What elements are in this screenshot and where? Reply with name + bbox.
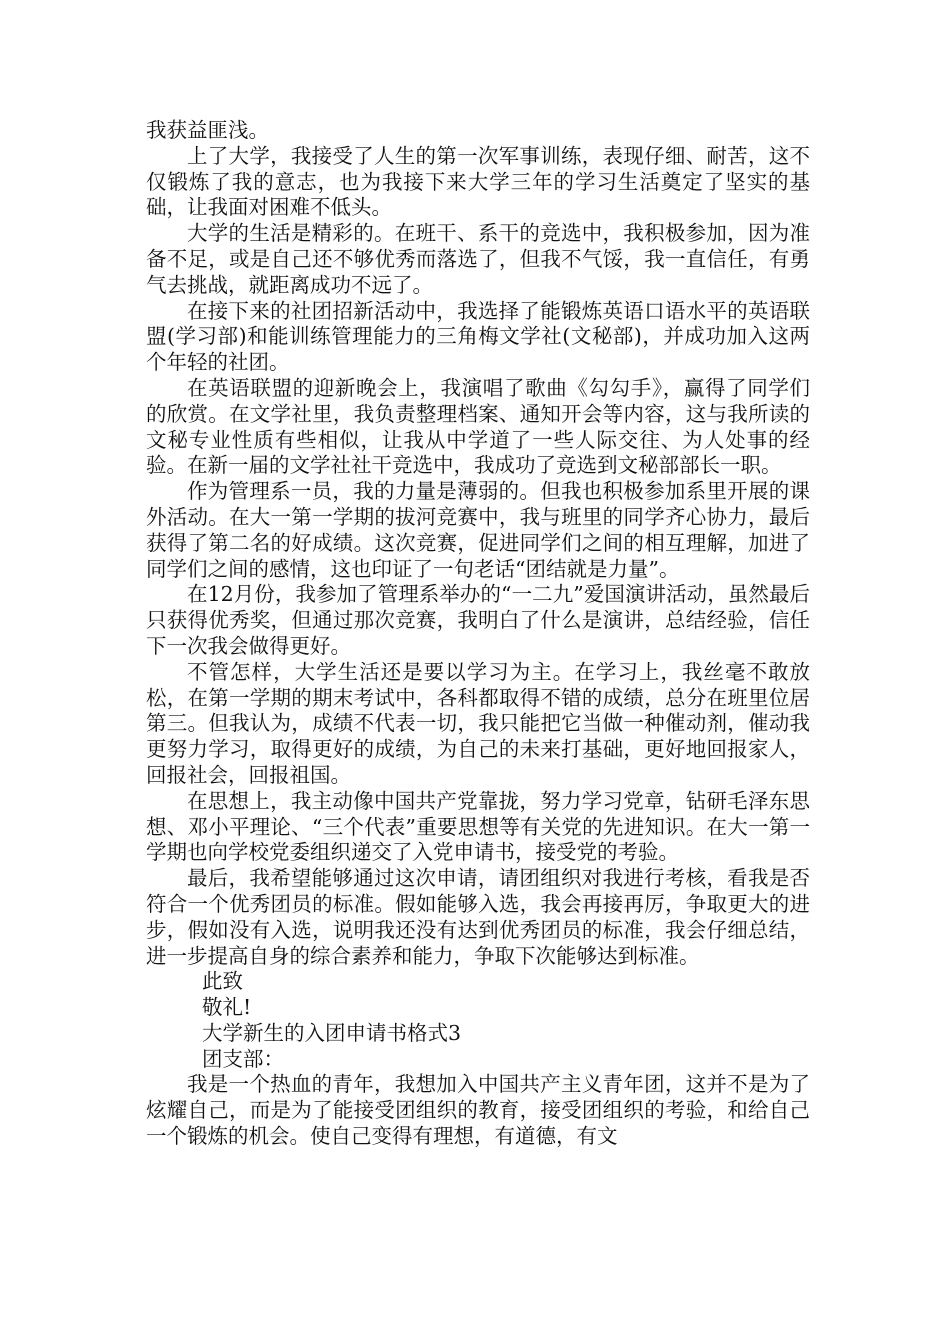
paragraph-speech-contest: 在12月份，我参加了管理系举办的“一二九”爱国演讲活动，虽然最后只获得优秀奖，但通过那次竞赛，我明白了什么是演讲，总结经验，信任下一次我会做得更好。 <box>146 582 810 658</box>
paragraph-final: 我是一个热血的青年，我想加入中国共产主义青年团，这并不是为了炫耀自己，而是为了能接受团组织的教育，接受团组织的考验，和给自己一个锻炼的机会。使自己变得有理想，有道德，有文 <box>146 1072 810 1149</box>
salute-line: 敬礼! <box>202 995 252 1020</box>
paragraph-military-training: 上了大学，我接受了人生的第一次军事训练，表现仔细、耐苦，这不仅锻炼了我的意志，也为我接下来大学三年的学习生活奠定了坚实的基础，让我面对困难不低头。 <box>146 143 810 220</box>
closing-line: 此致 <box>202 969 243 994</box>
paragraph-continued: 我获益匪浅。 <box>146 118 269 142</box>
paragraph-club-recruitment: 在接下来的社团招新活动中，我选择了能锻炼英语口语水平的英语联盟(学习部)和能训练管理能力的三角梅文学社(文秘部)，并成功加入这两个年轻的社团。 <box>146 298 810 375</box>
document-page <box>146 118 810 1150</box>
addressee-line: 团支部： <box>202 1046 284 1071</box>
section-title: 大学新生的入团申请书格式3 <box>202 1020 462 1045</box>
paragraph-college-life: 大学的生活是精彩的。在班干、系干的竞选中，我积极参加，因为准备不足，或是自己还不够优秀而落选了，但我不气馁，我一直信任，有勇气去挑战，就距离成功不远了。 <box>146 221 810 297</box>
paragraph-conclusion: 最后，我希望能够通过这次申请，请团组织对我进行考核，看我是否符合一个优秀团员的标准。假如能够入选，我会再接再厉，争取更大的进步，假如没有入选，说明我还没有达到优秀团员的标准，我会仔细总结，进一步提高自身的综合素养和能力，争取下次能够达到标准。 <box>146 866 810 968</box>
paragraph-study: 不管怎样，大学生活还是要以学习为主。在学习上，我丝毫不敢放松，在第一学期的期末考试中，各科都取得不错的成绩，总分在班里位居第三。但我认为，成绩不代表一切，我只能把它当做一种催动剂，催动我更努力学习，取得更好的成绩，为自己的未来打基础，更好地回报家人，回报社会，回报祖国。 <box>146 659 810 787</box>
paragraph-ideology: 在思想上，我主动像中国共产党靠拢，努力学习党章，钻研毛泽东思想、邓小平理论、“三个代表”重要思想等有关党的先进知识。在大一第一学期也向学校党委组织递交了入党申请书，接受党的考验。 <box>146 788 810 865</box>
paragraph-english-league: 在英语联盟的迎新晚会上，我演唱了歌曲《勾勾手》，赢得了同学们的欣赏。在文学社里，我负责整理档案、通知开会等内容，这与我所读的文秘专业性质有些相似，让我从中学道了一些人际交往、为人处事的经验。在新一届的文学社社干竞选中，我成功了竞选到文秘部部长一职。 <box>146 375 810 478</box>
paragraph-department-activities: 作为管理系一员，我的力量是薄弱的。但我也积极参加系里开展的课外活动。在大一第一学期的拔河竞赛中，我与班里的同学齐心协力，最后获得了第二名的好成绩。这次竞赛，促进同学们之间的相互理解，加进了同学们之间的感情，这也印证了一句老话“团结就是力量”。 <box>146 479 810 581</box>
